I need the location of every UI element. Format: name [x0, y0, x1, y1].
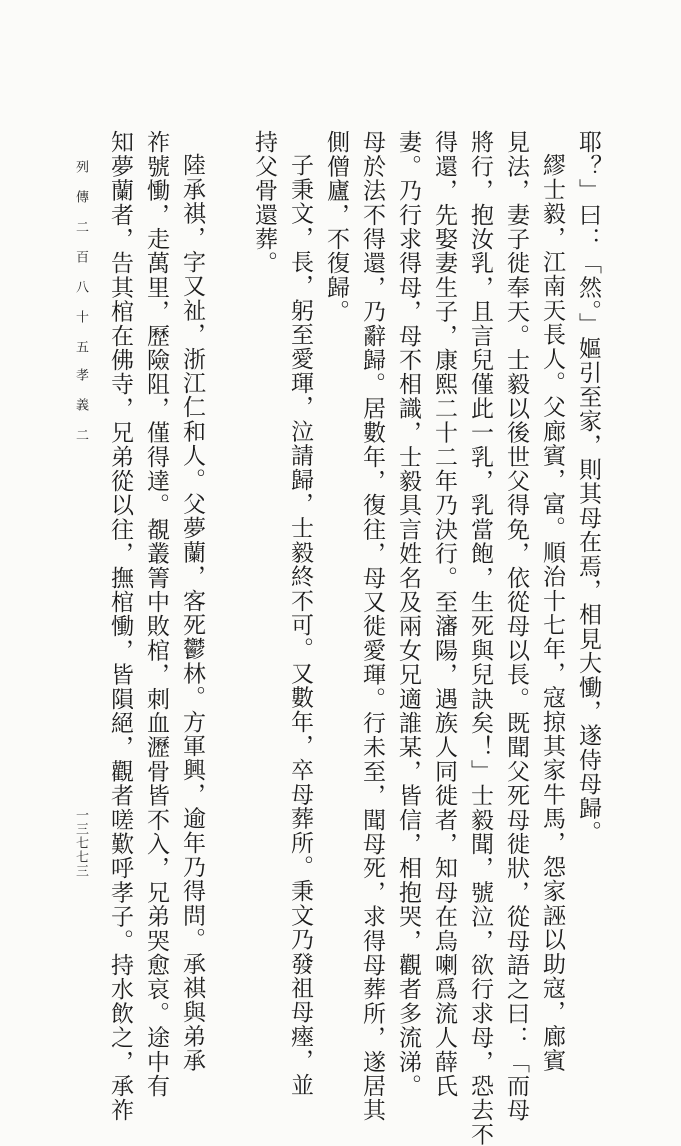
- text-line-3: 見法，妻子徙奉天。士毅以後世父得免，依從母以長。既聞父死母徙狀，從母語之曰：「而母: [503, 130, 529, 1123]
- text-line-11: 陸承祺，字又祉，浙江仁和人。父夢蘭，客死鬱林。方軍興，逾年乃得問。承祺與弟承: [179, 153, 205, 1073]
- text-line-4: 將行，抱汝乳，且言兒僅此一乳，乳當飽，生死與兒訣矣！」士毅聞，號泣，欲行求母，恐去不: [467, 130, 493, 1146]
- text-line-13: 知夢蘭者，告其棺在佛寺，兄弟從以往，撫棺慟，皆隕絕，觀者嗟歎呼孝子。持水飲之，承祚: [107, 130, 133, 1123]
- text-line-9: 子秉文，長，躬至愛琿，泣請歸，士毅終不可。又數年，卒母葬所。秉文乃發祖母瘞，並: [287, 153, 313, 1097]
- text-line-2: 繆士毅，江南天長人。父廊賓，富。順治十七年，寇掠其家牛馬，怨家誣以助寇，廊賓: [539, 153, 565, 1073]
- text-line-1: 耶？」曰：「然。」嫗引至家，則其母在焉，相見大慟，遂侍母歸。: [575, 130, 601, 845]
- text-line-12: 祚號慟，走萬里，歷險阻，僅得達。覩叢箐中敗棺，刺血瀝骨皆不入，兄弟哭愈哀。途中有: [143, 130, 169, 1098]
- text-line-6: 妻。乃行求得母，母不相識，士毅具言姓名及兩女兄適誰某，皆信，相抱哭，觀者多流涕。: [395, 130, 421, 1098]
- text-line-8: 側僧廬，不復歸。: [323, 130, 349, 324]
- text-line-10: 持父骨還葬。: [251, 130, 277, 276]
- text-line-5: 得還，先娶妻生子，康熙二十二年乃決行。至瀋陽，遇族人同徙者，知母在烏喇爲流人薛氏: [431, 130, 457, 1098]
- running-head: 列 傳 二 百 八 十 五 孝 義 二: [73, 160, 88, 442]
- text-line-7: 母於法不得還，乃辭歸。居數年，復往，母又徙愛琿。行未至，聞母死，求得母葬所，遂居其: [359, 130, 385, 1123]
- page-number: 一三七七三: [73, 808, 88, 878]
